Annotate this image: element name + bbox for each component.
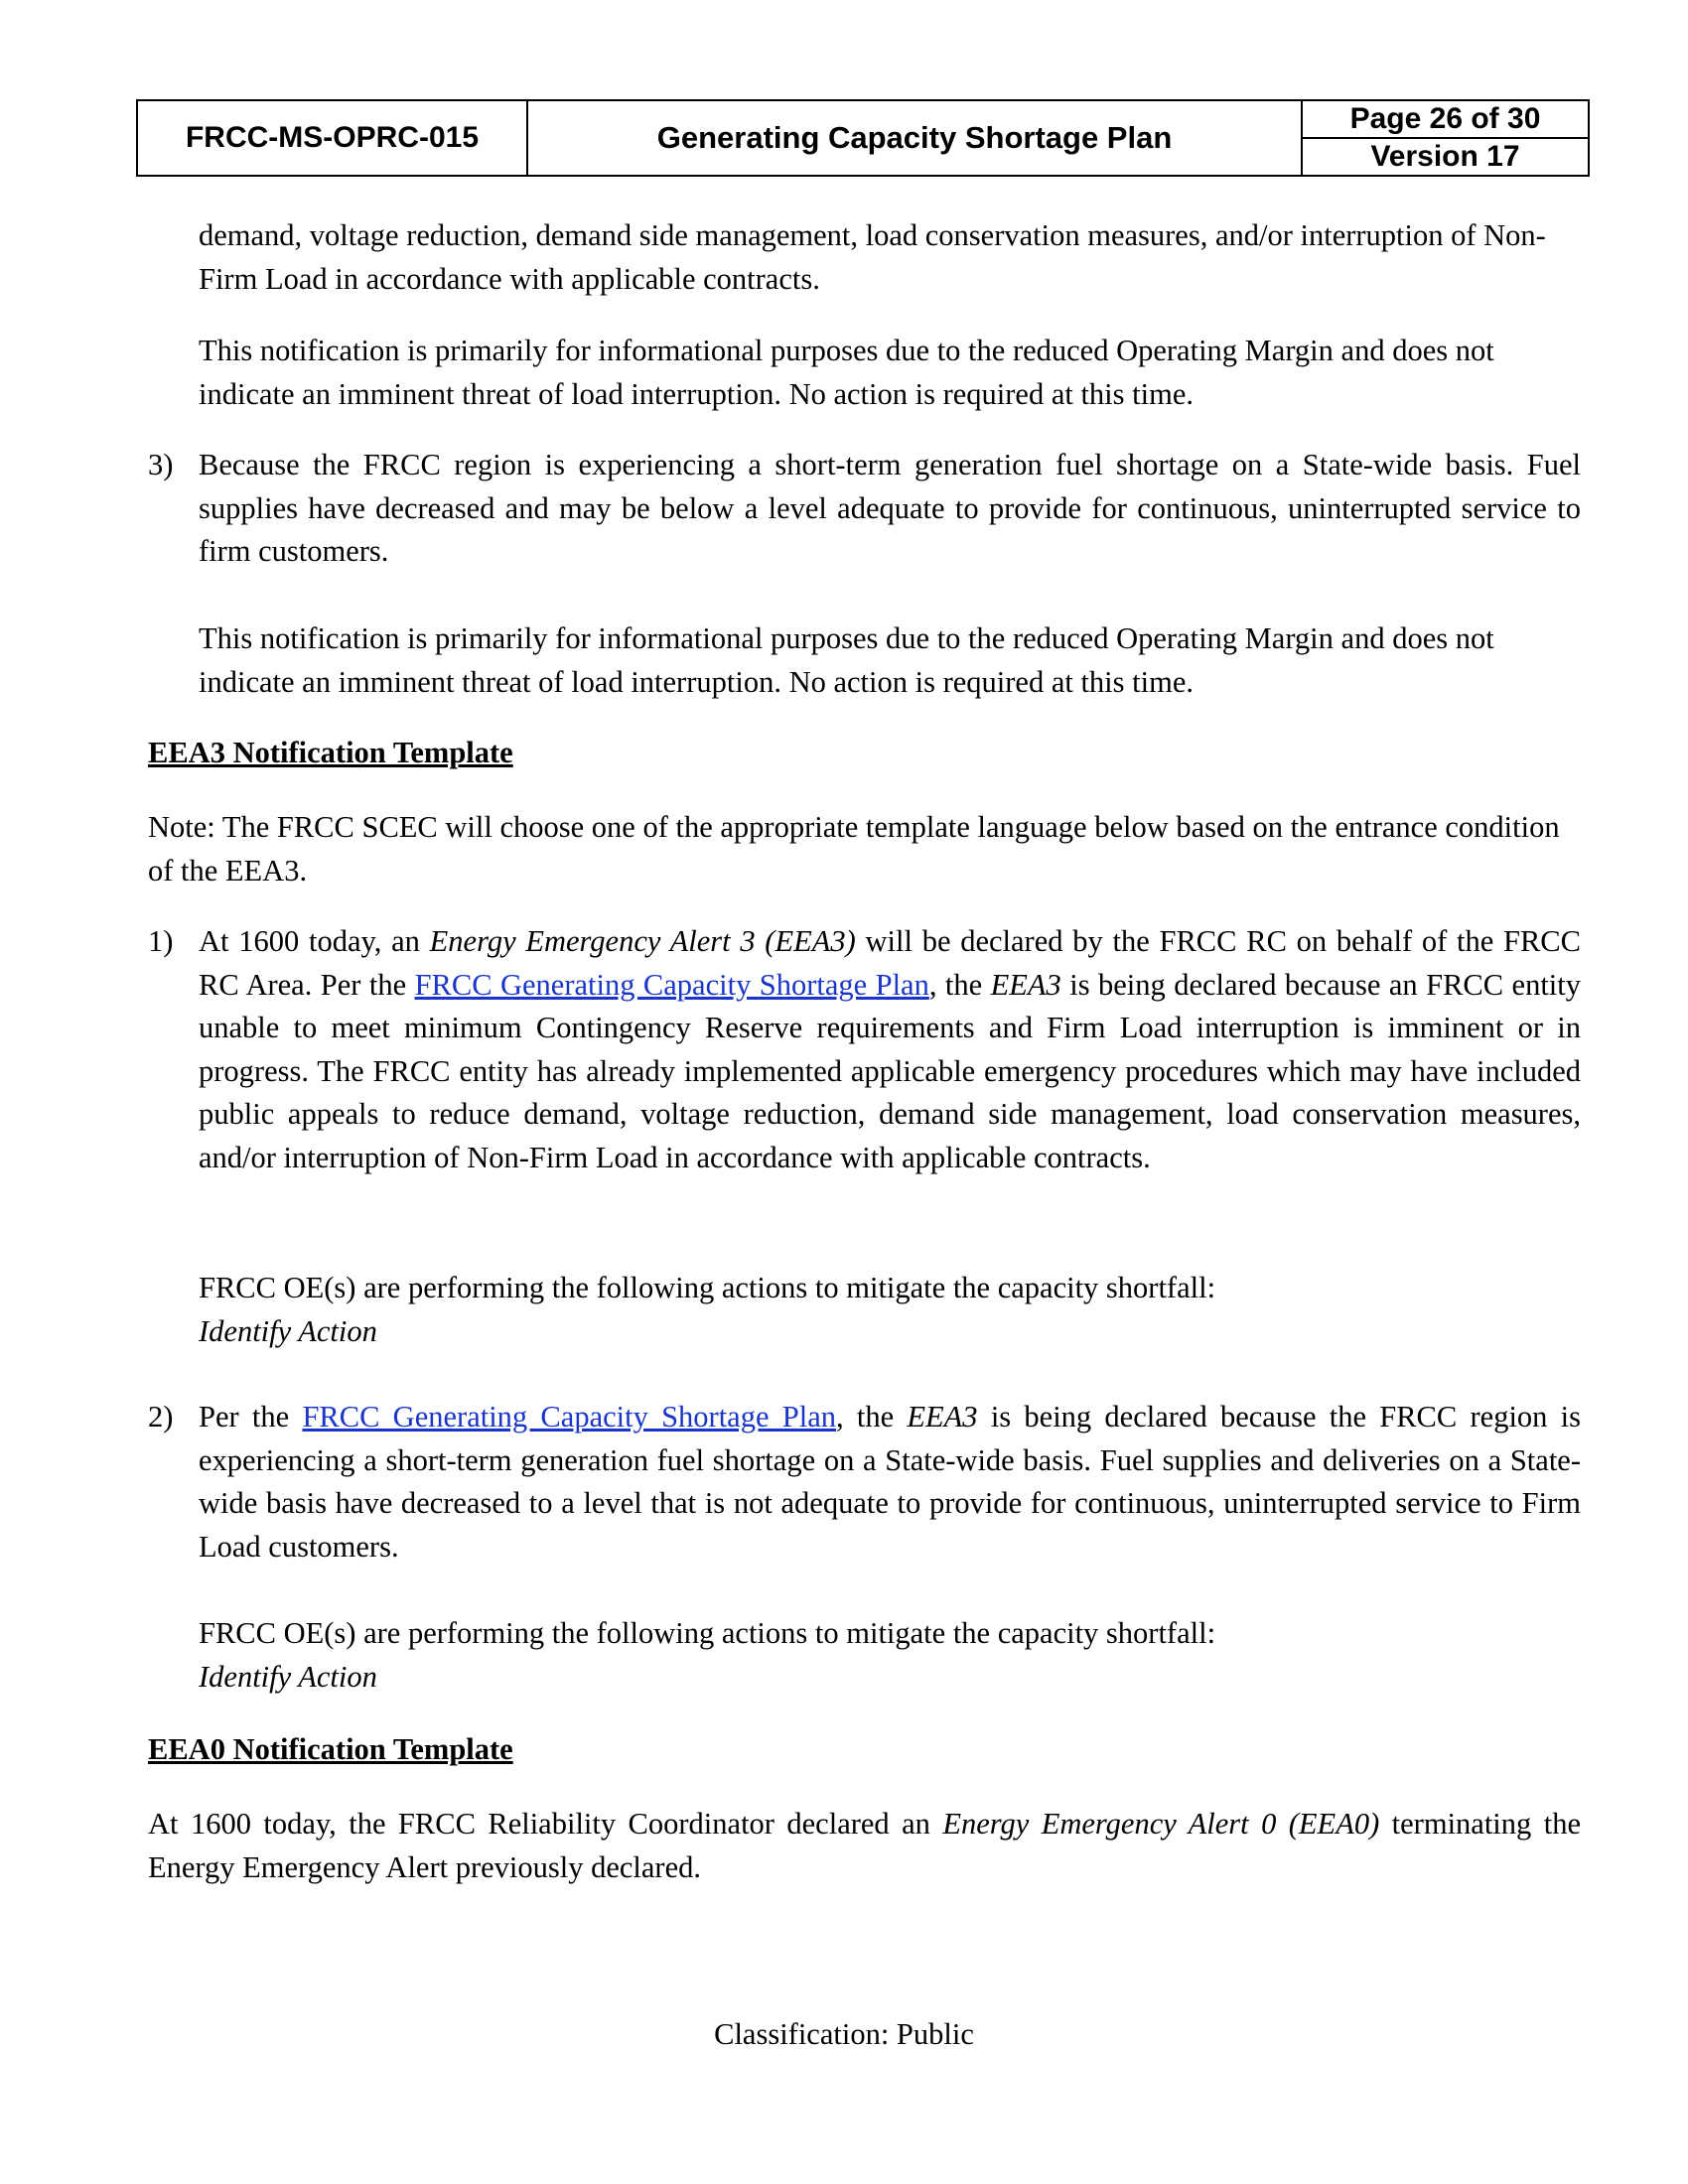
actions-paragraph: FRCC OE(s) are performing the following actions to mitigate the capacity shortfall: (199, 1271, 1216, 1304)
classification-footer: Classification: Public (714, 2017, 974, 2051)
identify-action: Identify Action (199, 1660, 377, 1694)
shortage-plan-link[interactable]: FRCC Generating Capacity Shortage Plan (302, 1400, 836, 1433)
section-heading-eea3: EEA3 Notification Template (148, 736, 513, 769)
actions-paragraph: FRCC OE(s) are performing the following actions to mitigate the capacity shortfall: (199, 1616, 1216, 1650)
eea0-paragraph: At 1600 today, the FRCC Reliability Coordinator declared an Energy Emergency Alert 0 (EEA0) terminating the Energy Emergency Alert previously declared. (148, 1807, 1581, 1884)
shortage-plan-link[interactable]: FRCC Generating Capacity Shortage Plan (414, 967, 929, 1002)
continuation-paragraph: demand, voltage reduction, demand side management, load conservation measures, and/or interruption of Non-Firm Load in accordance with applicable contracts. (199, 218, 1546, 296)
version: Version 17 (1370, 140, 1520, 173)
list-item-1-text: At 1600 today, an Energy Emergency Alert 3 (EEA3) will be declared by the FRCC RC on behalf of the FRCC RC Area. Per the FRCC Generating Capacity Shortage Plan, the EEA3 is being declared because an FRCC entity unable to meet minimum Contingency Reserve requirements and Firm Load interruption is imminent or in progress. The FRCC entity has already implemented applicable emergency procedures which may have included public appeals to reduce demand, voltage reduction, demand side management, load conservation measures, and/or interruption of Non-Firm Load in accordance with applicable contracts. (199, 924, 1581, 1174)
info-paragraph: This notification is primarily for informational purposes due to the reduced Operating Margin and does not indicate an imminent threat of load interruption. No action is required at this time. (199, 334, 1494, 411)
doc-title: Generating Capacity Shortage Plan (528, 101, 1303, 175)
list-number: 3) (148, 448, 174, 481)
header-table (136, 99, 1590, 177)
alert-name: Energy Emergency Alert 3 (EEA3) (429, 924, 856, 958)
list-item-2-text: Per the FRCC Generating Capacity Shortage Plan, the EEA3 is being declared because the FRCC region is experiencing a short-term generation fuel shortage on a State-wide basis. Fuel supplies and deliveries on a State-wide basis have decreased to a level that is not adequate to provide for continuous, uninterrupted service to Firm Load customers. (199, 1400, 1582, 1564)
alert-code: EEA3 (907, 1400, 978, 1433)
page-number: Page 26 of 30 (1303, 101, 1588, 139)
alert-code: EEA3 (990, 967, 1061, 1002)
list-item-3-text: Because the FRCC region is experiencing a short-term generation fuel shortage on a State-wide basis. Fuel supplies have decreased and may be below a level adequate to provide for continuous, uninterrupted service to firm customers. (199, 448, 1581, 568)
alert-name: Energy Emergency Alert 0 (EEA0) (942, 1807, 1380, 1841)
identify-action: Identify Action (199, 1314, 377, 1348)
doc-id: FRCC-MS-OPRC-015 (138, 101, 528, 175)
info-paragraph: This notification is primarily for informational purposes due to the reduced Operating Margin and does not indicate an imminent threat of load interruption. No action is required at this time. (199, 621, 1494, 699)
page-version-cell (1303, 101, 1588, 175)
note-paragraph: Note: The FRCC SCEC will choose one of the appropriate template language below based on the entrance condition of the EEA3. (148, 810, 1560, 887)
section-heading-eea0: EEA0 Notification Template (148, 1732, 513, 1766)
list-number: 1) (148, 924, 174, 958)
list-number: 2) (148, 1400, 174, 1433)
